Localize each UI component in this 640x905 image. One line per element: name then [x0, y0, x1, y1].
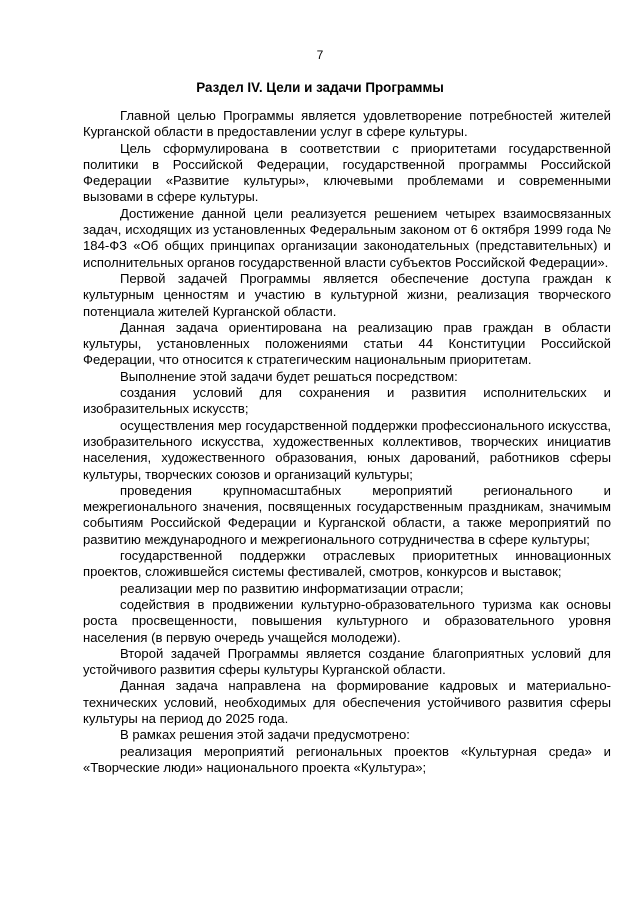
page-number: 7	[316, 48, 324, 62]
paragraph-second-task-focus: Данная задача направлена на формирование кадровых и материально-технических условий, необходимых для обеспечения устойчивого развития сферы культуры на период до 2025 года.	[83, 678, 611, 726]
list-item-tourism: содействия в продвижении культурно-образовательного туризма как основы роста просвещенности, повышения культурного и образовательного уровня населения (в первую очередь учащейся молодежи).	[83, 596, 611, 645]
list-item-innovative-projects: государственной поддержки отраслевых приоритетных инновационных проектов, сложившейся системы фестивалей, смотров, конкурсов и выставок;	[83, 548, 611, 580]
paragraph-goal-basis: Цель сформулирована в соответствии с приоритетами государственной политики в Российской Федерации, государственной программы Российской Федерации «Развитие культуры», ключевыми проблемами и современными вызовами в сфере культуры.	[83, 140, 611, 205]
paragraph-first-task-means: Выполнение этой задачи будет решаться посредством:	[120, 368, 458, 384]
list-item-large-events: проведения крупномасштабных мероприятий регионального и межрегионального значения, посвященных государственным праздникам, значимым событиям Российской Федерации и Курганской области, а также мероприятий по развитию международного и межрегионального сотрудничества в сфере культуры;	[83, 482, 611, 547]
paragraph-first-task: Первой задачей Программы является обеспечение доступа граждан к культурным ценностям и участию в культурной жизни, реализация творческого потенциала жителей Курганской области.	[83, 270, 611, 319]
body-text	[83, 108, 611, 776]
paragraph-first-task-focus: Данная задача ориентирована на реализацию прав граждан в области культуры, установленных положениями статьи 44 Конституции Российской Федерации, что относится к стратегическим национальным приоритетам.	[83, 319, 611, 368]
paragraph-second-task-means: В рамках решения этой задачи предусмотрено:	[120, 727, 410, 743]
list-item-regional-projects: реализация мероприятий региональных проектов «Культурная среда» и «Творческие люди» национального проекта «Культура»;	[83, 743, 611, 775]
list-item-state-support: осуществления мер государственной поддержки профессионального искусства, изобразительного искусства, художественных коллективов, творческих инициатив населения, художественного образования, юных дарований, работников сферы культуры, творческих союзов и организаций культуры;	[83, 417, 611, 482]
paragraph-four-tasks: Достижение данной цели реализуется решением четырех взаимосвязанных задач, исходящих из установленных Федеральным законом от 6 октября 1999 года № 184-ФЗ «Об общих принципах организации законодательных (представительных) и исполнительных органов государственной власти субъектов Российской Федерации».	[83, 205, 611, 270]
section-title: Раздел IV. Цели и задачи Программы	[196, 80, 444, 95]
paragraph-second-task: Второй задачей Программы является создание благоприятных условий для устойчивого развития сферы культуры Курганской области.	[83, 645, 611, 678]
list-item-informatization: реализации мер по развитию информатизации отрасли;	[120, 580, 464, 596]
paragraph-main-goal: Главной целью Программы является удовлетворение потребностей жителей Курганской области в предоставлении услуг в сфере культуры.	[83, 108, 611, 140]
list-item-performing-arts: создания условий для сохранения и развития исполнительских и изобразительных искусств;	[83, 385, 611, 417]
